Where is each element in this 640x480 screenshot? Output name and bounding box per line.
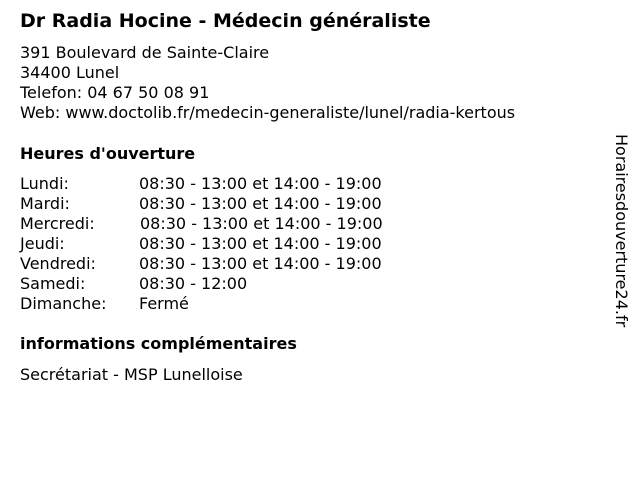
day-label: Vendredi: <box>20 254 96 273</box>
hours-row-wednesday <box>20 214 440 234</box>
street-address: 391 Boulevard de Sainte-Claire <box>20 43 270 62</box>
day-label: Mardi: <box>20 194 70 213</box>
hours-row-sunday <box>20 294 440 314</box>
day-label: Lundi: <box>20 174 69 193</box>
hours-row-thursday <box>20 234 440 254</box>
city: 34400 Lunel <box>20 63 120 82</box>
day-label: Mercredi: <box>20 214 95 233</box>
hours-row-saturday <box>20 274 440 294</box>
time-value: 08:30 - 13:00 et 14:00 - 19:00 <box>140 214 383 233</box>
day-label: Dimanche: <box>20 294 107 313</box>
time-value: 08:30 - 13:00 et 14:00 - 19:00 <box>139 194 382 213</box>
extra-info-heading: informations complémentaires <box>20 334 297 353</box>
hours-table <box>20 174 440 314</box>
day-label: Jeudi: <box>20 234 65 253</box>
extra-info-text: Secrétariat - MSP Lunelloise <box>20 365 243 384</box>
hours-row-friday <box>20 254 440 274</box>
hours-heading: Heures d'ouverture <box>20 144 196 163</box>
time-value: 08:30 - 13:00 et 14:00 - 19:00 <box>139 234 382 253</box>
time-value: 08:30 - 12:00 <box>139 274 248 293</box>
hours-row-tuesday <box>20 194 440 214</box>
page-title: Dr Radia Hocine - Médecin généraliste <box>20 10 431 32</box>
day-label: Samedi: <box>20 274 86 293</box>
phone-number: Telefon: 04 67 50 08 91 <box>20 83 210 102</box>
site-watermark: Horairesdouverture24.fr <box>612 134 631 328</box>
time-value: 08:30 - 13:00 et 14:00 - 19:00 <box>139 254 382 273</box>
time-value: 08:30 - 13:00 et 14:00 - 19:00 <box>139 174 382 193</box>
time-value: Fermé <box>139 294 189 313</box>
address-block <box>20 43 515 123</box>
website: Web: www.doctolib.fr/medecin-generaliste/lunel/radia-kertous <box>20 103 516 122</box>
hours-row-monday <box>20 174 440 194</box>
